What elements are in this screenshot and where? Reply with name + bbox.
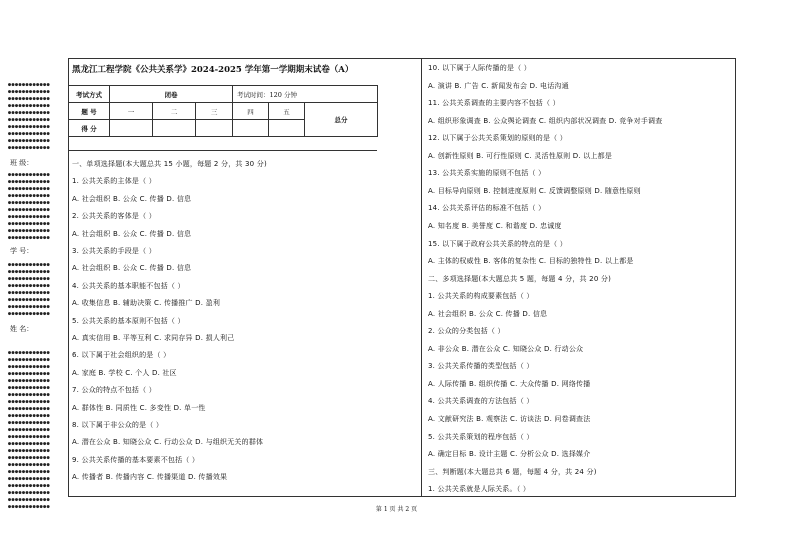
binding-strip	[8, 0, 64, 549]
answer-options: A. 主体的权威性 B. 客体的复杂性 C. 目标的独特性 D. 以上都是	[428, 257, 634, 266]
answer-options: A. 传播者 B. 传播内容 C. 传播渠道 D. 传播效果	[72, 473, 228, 482]
question-line: 7. 公众的特点不包括（ ）	[72, 386, 156, 395]
header-rule	[69, 150, 377, 151]
question-line: 8. 以下属于非公众的是（ ）	[72, 421, 164, 429]
answer-options: A. 非公众 B. 潜在公众 C. 知晓公众 D. 行动公众	[428, 344, 584, 353]
page-footer: 第 1 页 共 2 页	[375, 506, 418, 513]
question-line: 12. 以下属于公共关系策划的原则的是（ ）	[428, 134, 567, 143]
answer-options: A. 组织形象调查 B. 公众舆论调查 C. 组织内部状况调查 D. 竞争对手调查	[428, 116, 663, 125]
col-2: 二	[153, 103, 196, 120]
question-line: 13. 公共关系实施的原则不包括（ ）	[428, 169, 546, 178]
seal-line-dots: ●●●●●●●●●●●● ●●●●●●●●●●●● ●●●●●●●●●●●● ●●●●●●●●●●●● ●●●●●●●●●●●● ●●●●●●●●●●●● ●●●●●●●●●●●● ●●●●●●●●●●●● ●●●●●●●●●●●● ●●●●●●●●●●●● ●●●●●●●●●●●● ●●●●●●●●●●●● ●●●●●●●●●●●● ●●●●●●●●●●●● ●●●●●●●●●●●● ●●●●●●●●●●●● ●●●●●●●●●●●● ●●●●●●●●●●●● ●●●●●●●●●●●● ●●●●●●●●●●●● ●●●●●●●●●●●● ●●●●●●●●●●●● ●●●●●●●●●●●●	[8, 350, 51, 510]
answer-options: A. 潜在公众 B. 知晓公众 C. 行动公众 D. 与组织无关的群体	[72, 438, 264, 447]
question-line: 4. 公共关系调查的方法包括（ ）	[428, 397, 534, 406]
question-line: 3. 公共关系传播的类型包括（ ）	[428, 362, 534, 371]
question-line: 10. 以下属于人际传播的是（ ）	[428, 64, 531, 72]
question-line: 5. 公共关系的基本原则不包括（ ）	[72, 316, 185, 325]
question-line: 1. 公共关系的构成要素包括（ ）	[428, 292, 534, 301]
question-line: 9. 公共关系传播的基本要素不包括（ ）	[72, 455, 200, 464]
answer-options: A. 确定目标 B. 设计主题 C. 分析公众 D. 选择媒介	[428, 450, 591, 459]
score-cell[interactable]	[153, 120, 196, 137]
score-cell[interactable]	[110, 120, 153, 137]
question-no-label: 题 号	[69, 103, 110, 120]
question-line: 二、多项选择题(本大题总共 5 题，每题 4 分，共 20 分)	[428, 274, 612, 283]
question-line: 4. 公共关系的基本职能不包括（ ）	[72, 281, 185, 290]
answer-options: A. 演讲 B. 广告 C. 新闻发布会 D. 电话沟通	[428, 81, 569, 90]
answer-options: A. 创新性原则 B. 可行性原则 C. 灵活性原则 D. 以上都是	[428, 151, 613, 160]
col-4: 四	[233, 103, 269, 120]
student-id-label: 学 号：	[10, 247, 34, 255]
score-cell[interactable]	[268, 120, 304, 137]
question-line: 14. 公共关系评估的标准不包括（ ）	[428, 204, 546, 213]
answer-options: A. 知名度 B. 美誉度 C. 和谐度 D. 忠诚度	[428, 221, 562, 230]
name-label: 姓 名：	[10, 325, 34, 333]
score-cell[interactable]	[233, 120, 269, 137]
question-line: 一、单项选择题(本大题总共 15 小题，每题 2 分，共 30 分)	[72, 160, 267, 168]
answer-options: A. 文献研究法 B. 观察法 C. 访谈法 D. 问卷调查法	[428, 415, 591, 423]
answer-options: A. 目标导向原则 B. 控制进度原则 C. 反馈调整原则 D. 随意性原则	[428, 186, 641, 195]
question-line: 3. 公共关系的手段是（ ）	[72, 247, 156, 255]
answer-options: A. 社会组织 B. 公众 C. 传播 D. 信息	[428, 309, 548, 318]
total-label: 总分	[304, 103, 377, 137]
answer-options: A. 社会组织 B. 公众 C. 传播 D. 信息	[72, 264, 192, 273]
question-line: 2. 公共关系的客体是（ ）	[72, 212, 156, 221]
answer-options: A. 家庭 B. 学校 C. 个人 D. 社区	[72, 368, 177, 377]
answer-options: A. 社会组织 B. 公众 C. 传播 D. 信息	[72, 194, 192, 203]
answer-options: A. 群体性 B. 同质性 C. 多变性 D. 单一性	[72, 403, 206, 412]
column-divider	[421, 58, 422, 497]
question-line: 1. 公共关系的主体是（ ）	[72, 177, 156, 186]
answer-options: A. 真实信用 B. 平等互利 C. 求同存异 D. 损人利己	[72, 334, 235, 342]
question-line: 1. 公共关系就是人际关系。（ ）	[428, 485, 531, 494]
exam-title: 黑龙江工程学院《公共关系学》2024-2025 学年第一学期期末试卷（A）	[72, 65, 354, 75]
question-line: 5. 公共关系策划的程序包括（ ）	[428, 432, 534, 441]
answer-options: A. 收集信息 B. 辅助决策 C. 传播推广 D. 盈利	[72, 299, 221, 308]
score-label: 得 分	[69, 120, 110, 137]
score-cell[interactable]	[196, 120, 233, 137]
col-1: 一	[110, 103, 153, 120]
score-table	[68, 85, 378, 137]
exam-time: 考试时间：120 分钟	[233, 86, 378, 103]
col-3: 三	[196, 103, 233, 120]
seal-line-dots: ●●●●●●●●●●●● ●●●●●●●●●●●● ●●●●●●●●●●●● ●●●●●●●●●●●● ●●●●●●●●●●●● ●●●●●●●●●●●● ●●●●●●●●●●●● ●●●●●●●●●●●●	[8, 262, 51, 317]
question-line: 11. 公共关系调查的主要内容不包括（ ）	[428, 99, 560, 108]
col-5: 五	[268, 103, 304, 120]
class-label: 班 级：	[10, 159, 34, 167]
question-line: 三、判断题(本大题总共 6 题，每题 4 分，共 24 分)	[428, 467, 597, 476]
answer-options: A. 人际传播 B. 组织传播 C. 大众传播 D. 网络传播	[428, 379, 591, 388]
exam-method-value: 闭卷	[110, 86, 233, 103]
answer-options: A. 社会组织 B. 公众 C. 传播 D. 信息	[72, 229, 192, 238]
seal-line-dots: ●●●●●●●●●●●● ●●●●●●●●●●●● ●●●●●●●●●●●● ●●●●●●●●●●●● ●●●●●●●●●●●● ●●●●●●●●●●●● ●●●●●●●●●●●● ●●●●●●●●●●●● ●●●●●●●●●●●● ●●●●●●●●●●●●	[8, 82, 51, 151]
question-line: 2. 公众的分类包括（ ）	[428, 327, 505, 336]
question-line: 15. 以下属于政府公共关系的特点的是（ ）	[428, 239, 567, 248]
seal-line-dots: ●●●●●●●●●●●● ●●●●●●●●●●●● ●●●●●●●●●●●● ●●●●●●●●●●●● ●●●●●●●●●●●● ●●●●●●●●●●●● ●●●●●●●●●●●● ●●●●●●●●●●●● ●●●●●●●●●●●● ●●●●●●●●●●●●	[8, 172, 51, 241]
question-line: 6. 以下属于社会组织的是（ ）	[72, 351, 171, 360]
exam-method-label: 考试方式	[69, 86, 110, 103]
